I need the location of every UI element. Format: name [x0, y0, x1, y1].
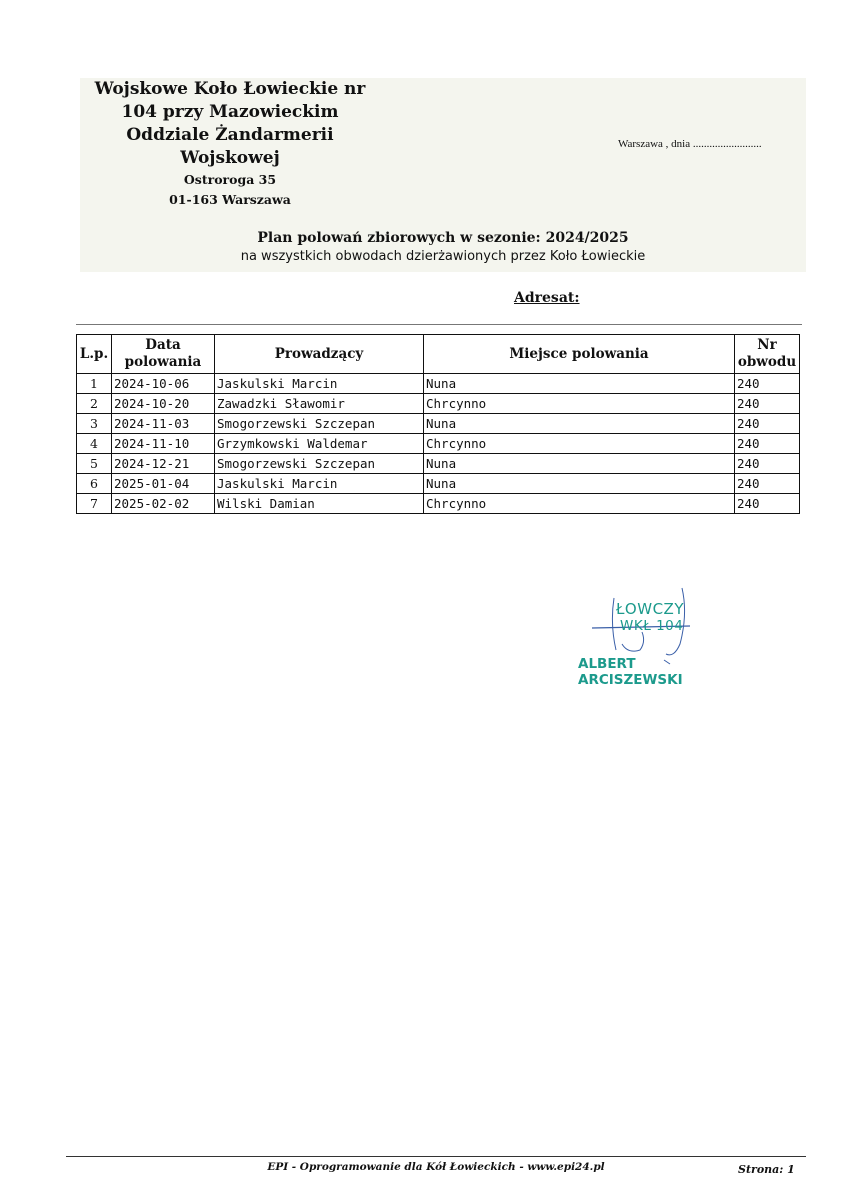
- cell-date: 2024-12-21: [112, 454, 215, 474]
- page-number: Strona: 1: [738, 1163, 795, 1176]
- org-name-line: Oddziale Żandarmerii: [126, 125, 334, 145]
- cell-nr: 240: [735, 474, 800, 494]
- cell-leader: Smogorzewski Szczepan: [215, 454, 424, 474]
- org-name-line: Wojskowej: [180, 148, 280, 168]
- header-date-line1: Data: [145, 337, 181, 353]
- header-nr-line1: Nr: [757, 337, 777, 353]
- signature-stamp: [570, 584, 740, 688]
- cell-place: Nuna: [424, 414, 735, 434]
- org-name-line: Wojskowe Koło Łowieckie nr: [94, 79, 366, 99]
- header-leader: Prowadzący: [215, 335, 424, 374]
- cell-leader: Smogorzewski Szczepan: [215, 414, 424, 434]
- table-header-row: [77, 335, 800, 374]
- table-row: [77, 474, 800, 494]
- organization-header: [80, 78, 380, 210]
- footer-software: EPI - Oprogramowanie dla Kół Łowieckich - www.epi24.pl: [267, 1161, 605, 1173]
- cell-lp: 4: [77, 434, 112, 454]
- cell-leader: Wilski Damian: [215, 494, 424, 514]
- org-name-line: 104 przy Mazowieckim: [121, 102, 339, 122]
- table-row: [77, 494, 800, 514]
- header-date-line2: polowania: [124, 354, 202, 370]
- cell-date: 2024-10-06: [112, 374, 215, 394]
- cell-place: Chrcynno: [424, 494, 735, 514]
- cell-nr: 240: [735, 374, 800, 394]
- cell-place: Nuna: [424, 474, 735, 494]
- org-street: Ostroroga 35: [183, 172, 277, 187]
- plan-title: Plan polowań zbiorowych w sezonie: 2024/2025: [257, 230, 629, 246]
- cell-nr: 240: [735, 434, 800, 454]
- header-nr: [735, 335, 800, 374]
- header-date: [112, 335, 215, 374]
- cell-nr: 240: [735, 494, 800, 514]
- cell-place: Chrcynno: [424, 394, 735, 414]
- table-row: [77, 434, 800, 454]
- header-place: Miejsce polowania: [424, 335, 735, 374]
- cell-place: Nuna: [424, 454, 735, 474]
- cell-lp: 6: [77, 474, 112, 494]
- cell-lp: 5: [77, 454, 112, 474]
- cell-place: Chrcynno: [424, 434, 735, 454]
- hunt-plan-table: [76, 334, 800, 514]
- table-row: [77, 414, 800, 434]
- plan-subtitle: na wszystkich obwodach dzierżawionych przez Koło Łowieckie: [240, 249, 646, 264]
- cell-leader: Zawadzki Sławomir: [215, 394, 424, 414]
- header-nr-line2: obwodu: [737, 354, 797, 370]
- cell-date: 2025-01-04: [112, 474, 215, 494]
- cell-date: 2024-11-10: [112, 434, 215, 454]
- cell-nr: 240: [735, 394, 800, 414]
- header-lp: L.p.: [77, 335, 112, 374]
- cell-date: 2024-10-20: [112, 394, 215, 414]
- cell-nr: 240: [735, 454, 800, 474]
- adresat-label: Adresat:: [514, 290, 580, 306]
- cell-lp: 1: [77, 374, 112, 394]
- table-row: [77, 394, 800, 414]
- cell-leader: Jaskulski Marcin: [215, 474, 424, 494]
- cell-lp: 7: [77, 494, 112, 514]
- divider: [76, 324, 802, 325]
- stamp-club: WKŁ 104: [620, 618, 684, 634]
- cell-date: 2025-02-02: [112, 494, 215, 514]
- cell-lp: 3: [77, 414, 112, 434]
- cell-nr: 240: [735, 414, 800, 434]
- cell-leader: Jaskulski Marcin: [215, 374, 424, 394]
- table-row: [77, 374, 800, 394]
- footer-divider: [66, 1156, 806, 1157]
- stamp-signatory: ALBERT ARCISZEWSKI: [578, 656, 683, 688]
- cell-leader: Grzymkowski Waldemar: [215, 434, 424, 454]
- cell-lp: 2: [77, 394, 112, 414]
- cell-date: 2024-11-03: [112, 414, 215, 434]
- stamp-title: ŁOWCZY: [616, 600, 684, 618]
- org-city: 01-163 Warszawa: [169, 192, 291, 207]
- table-row: [77, 454, 800, 474]
- date-line: Warszawa , dnia .........................: [618, 138, 762, 150]
- cell-place: Nuna: [424, 374, 735, 394]
